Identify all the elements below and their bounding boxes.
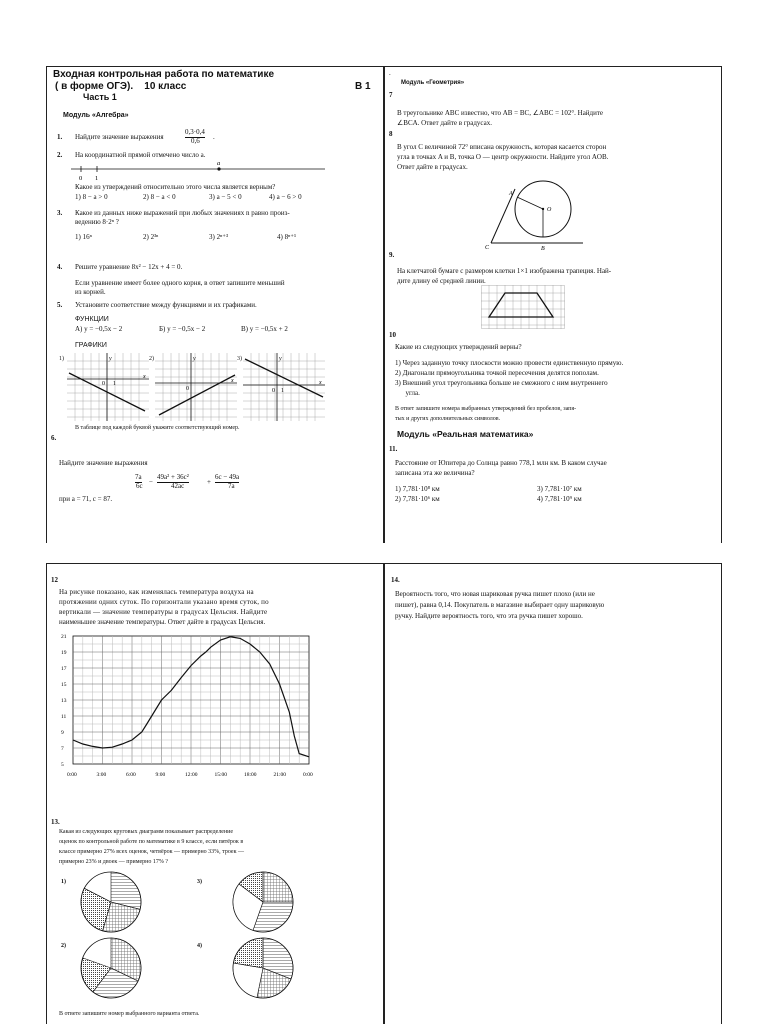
header-dot: . (389, 69, 391, 77)
x-tick-label: 0:00 (67, 772, 77, 778)
svg-text:x: x (231, 378, 234, 384)
q11-text: Расстояние от Юпитера до Солнца равно 778,1 млн км. В каком случае (395, 459, 607, 467)
q2-option-1: 1) 8 − a > 0 (75, 193, 108, 201)
pie-chart-4 (233, 938, 293, 998)
q10-answer-note-2: тых и других дополнительных символов. (395, 416, 501, 422)
function-a: А) y = −0,5x − 2 (75, 325, 123, 333)
function-graph-3 (243, 353, 325, 421)
part-label: Часть 1 (83, 92, 117, 102)
pie-4-label: 4) (197, 943, 202, 949)
q6-plus: + (207, 478, 211, 486)
panel-geometry (384, 66, 722, 543)
svg-text:0: 0 (186, 386, 189, 392)
pie-3-label: 3) (197, 879, 202, 885)
q6-minus: − (149, 478, 153, 486)
q6-frac1-den: 6c (136, 482, 143, 490)
q1-end: . (213, 133, 215, 141)
q10-item-1: 1) Через заданную точку плоскости можно провести единственную прямую. (395, 359, 624, 367)
q5-number: 5. (57, 301, 63, 309)
q12-line-3: вертикали — значение температуры в градусах Цельсия. Найдите (59, 608, 268, 616)
q4-text-3: из корней. (75, 288, 106, 296)
svg-text:1: 1 (281, 388, 284, 394)
module-geometry-title: Модуль «Геометрия» (401, 80, 465, 86)
q6-frac1-num: 7a (135, 473, 142, 481)
function-c: В) y = −0,5x + 2 (241, 325, 288, 333)
q3-option-4: 4) 8ⁿ⁺¹ (277, 233, 297, 241)
panel-algebra (46, 66, 384, 543)
tick-one: 1 (95, 175, 99, 182)
q8-text-3: Ответ дайте в градусах. (397, 163, 468, 171)
q2-text: На координатной прямой отмечено число a. (75, 151, 206, 159)
q10-item-2: 2) Диагонали прямоугольника точкой пересечения делятся пополам. (395, 369, 599, 377)
q3-option-3: 3) 2ⁿ⁺³ (209, 233, 229, 241)
q14-line-1: Вероятность того, что новая шариковая ручка пишет плохо (или не (395, 590, 595, 598)
svg-text:y: y (279, 356, 282, 362)
q12-line-1: На рисунке показано, как изменялась температура воздуха на (59, 588, 254, 596)
svg-text:y: y (193, 356, 196, 362)
trapezoid-grid-figure (481, 285, 565, 329)
q13-number: 13. (51, 818, 60, 826)
q4-text-2: Если уравнение имеет более одного корня, в ответ запишите меньший (75, 279, 285, 287)
svg-text:B: B (541, 246, 545, 251)
q6-number: 6. (51, 434, 57, 442)
y-tick-label: 9 (61, 730, 64, 736)
svg-text:1: 1 (113, 381, 116, 387)
q11-number: 11. (389, 445, 398, 453)
point-a: a (217, 160, 221, 167)
y-tick-label: 7 (61, 746, 64, 752)
y-tick-label: 21 (61, 634, 67, 640)
q6-frac2-den: 42ac (171, 482, 185, 490)
q14-line-2: пишет), равна 0,14. Покупатель в магазине выбирает одну шариковую (395, 601, 605, 609)
test-subtitle: ( в форме ОГЭ). 10 класс (55, 81, 187, 92)
function-graph-2 (155, 353, 237, 421)
q2-option-3: 3) a − 5 < 0 (209, 193, 242, 201)
panel-real-math-2 (384, 563, 722, 1024)
svg-text:A: A (509, 191, 513, 197)
q13-line-3: классе примерно 27% всех оценок, четвёрок — примерно 33%, троек — (59, 849, 244, 855)
q7-text: В треугольнике ABC известно, что AB = BC, ∠ABC = 102°. Найдите (397, 109, 604, 117)
pie-chart-1 (81, 872, 141, 932)
y-tick-label: 19 (61, 650, 67, 656)
q1-text: Найдите значение выражения (75, 133, 164, 141)
svg-text:O: O (547, 207, 552, 213)
q1-fraction-den: 0,6 (191, 137, 200, 145)
pie-chart-options (47, 868, 385, 1008)
q2-option-2: 2) 8 − a < 0 (143, 193, 176, 201)
graph-1-label: 1) (59, 356, 64, 362)
q3-option-2: 2) 2³ⁿ (143, 233, 159, 241)
function-graph-1 (67, 353, 149, 421)
q11-text-2: записана эта же величина? (395, 469, 475, 477)
q2-option-4: 4) a − 6 > 0 (269, 193, 302, 201)
graphs-label: ГРАФИКИ (75, 342, 107, 349)
q6-text: Найдите значение выражения (59, 459, 148, 467)
q14-line-3: ручку. Найдите вероятность того, что эта ручка пишет хорошо. (395, 612, 583, 620)
q10-text: Какие из следующих утверждений верны? (395, 343, 522, 351)
q10-item-3-cont: угла. (395, 389, 420, 397)
q3-option-1: 1) 16ⁿ (75, 233, 92, 241)
svg-text:x: x (143, 374, 146, 380)
x-tick-label: 15:00 (214, 772, 228, 778)
y-tick-label: 17 (61, 666, 67, 672)
x-tick-label: 12:00 (185, 772, 198, 778)
q1-fraction-num: 0,3·0,4 (185, 128, 205, 136)
module-real-math-title: Модуль «Реальная математика» (397, 429, 534, 439)
q6-frac3-num: 6c − 49a (215, 473, 240, 481)
q6-frac3-den: 7a (228, 482, 235, 490)
svg-text:0: 0 (102, 381, 105, 387)
y-tick-label: 15 (61, 682, 67, 688)
x-tick-label: 18:00 (244, 772, 257, 778)
functions-label: ФУНКЦИИ (75, 316, 109, 323)
q11-option-4: 4) 7,781·10⁹ км (537, 495, 582, 503)
number-line (69, 160, 329, 182)
q4-number: 4. (57, 263, 63, 271)
graph-3-label: 3) (237, 356, 242, 362)
q14-number: 14. (391, 576, 400, 584)
x-tick-label: 21:00 (273, 772, 287, 778)
q13-line-1: Какая из следующих круговых диаграмм показывает распределение (59, 829, 234, 835)
q9-text-2: дите длину её средней линии. (397, 277, 486, 285)
svg-text:y: y (109, 356, 112, 362)
x-tick-label: 6:00 (126, 772, 136, 778)
q9-text: На клетчатой бумаге с размером клетки 1×1 изображена трапеция. Най- (397, 267, 612, 275)
q3-text-2: ведению 8·2ⁿ ? (75, 218, 119, 226)
q8-number: 8 (389, 130, 393, 138)
svg-text:C: C (485, 245, 490, 251)
graph-2-label: 2) (149, 356, 154, 362)
q10-answer-note: В ответ запишите номера выбранных утверждений без пробелов, запя- (395, 406, 577, 412)
q12-line-4: наименьшее значение температуры. Ответ дайте в градусах Цельсия. (59, 618, 266, 626)
q11-option-1: 1) 7,781·10⁸ км (395, 485, 440, 493)
temperature-chart (47, 630, 347, 802)
y-tick-label: 13 (61, 698, 67, 704)
svg-text:x: x (319, 380, 322, 386)
pie-chart-3 (233, 872, 293, 932)
x-tick-label: 3:00 (96, 772, 107, 778)
q2-number: 2. (57, 151, 63, 159)
q13-line-4: примерно 23% и двоек — примерно 17% ? (59, 859, 169, 865)
module-title: Модуль «Алгебра» (63, 112, 129, 119)
q7-text-2: ∠BCA. Ответ дайте в градусах. (397, 119, 492, 127)
y-tick-label: 11 (61, 714, 67, 720)
q11-option-3: 3) 7,781·10⁷ км (537, 485, 582, 493)
svg-text:0: 0 (272, 388, 275, 394)
q10-item-3: 3) Внешний угол треугольника больше не смежного с ним внутреннего (395, 379, 608, 387)
x-tick-label: 9:00 (155, 772, 166, 778)
pie-2-label: 2) (61, 943, 66, 949)
function-b: Б) y = −0,5x − 2 (159, 325, 206, 333)
pie-chart-2 (81, 938, 141, 998)
q13-footer: В ответе запишите номер выбранного варианта ответа. (59, 1011, 200, 1017)
q7-number: 7 (389, 91, 393, 99)
q12-number: 12 (51, 576, 58, 584)
tick-zero: 0 (79, 175, 83, 182)
q11-option-2: 2) 7,781·10⁶ км (395, 495, 440, 503)
q12-line-2: протяжении одних суток. По горизонтали указано время суток, по (59, 598, 269, 606)
q13-line-2: оценок по контрольной работе по математике в 9 классе, если пятёрок в (59, 839, 244, 845)
panel-real-math-1 (46, 563, 384, 1024)
q6-condition: при a = 71, c = 87. (59, 495, 113, 503)
q6-frac2-num: 49a² + 36c² (157, 473, 189, 481)
x-tick-label: 0:00 (303, 772, 313, 778)
q4-text: Решите уравнение 8x² − 12x + 4 = 0. (75, 263, 183, 271)
q3-number: 3. (57, 209, 63, 217)
q8-text-2: угла в точках A и B, точка O — центр окружности. Найдите угол AOB. (397, 153, 609, 161)
variant-label: В 1 (355, 81, 371, 92)
q3-text: Какое из данных ниже выражений при любых значениях n равно произ- (75, 209, 290, 217)
q5-footer: В таблице под каждой буквой укажите соответствующий номер. (75, 425, 240, 431)
q10-number: 10 (389, 331, 396, 339)
q9-number: 9. (389, 251, 395, 259)
pie-1-label: 1) (61, 879, 66, 885)
q5-text: Установите соответствие между функциями и их графиками. (75, 301, 257, 309)
q8-text: В угол C величиной 72° вписана окружность, которая касается сторон (397, 143, 607, 151)
q1-number: 1. (57, 133, 63, 141)
inscribed-circle-figure (479, 175, 589, 251)
y-tick-label: 5 (61, 762, 64, 768)
test-title: Входная контрольная работа по математике (53, 69, 275, 80)
q2-question: Какое из утверждений относительно этого числа является верным? (75, 183, 276, 191)
